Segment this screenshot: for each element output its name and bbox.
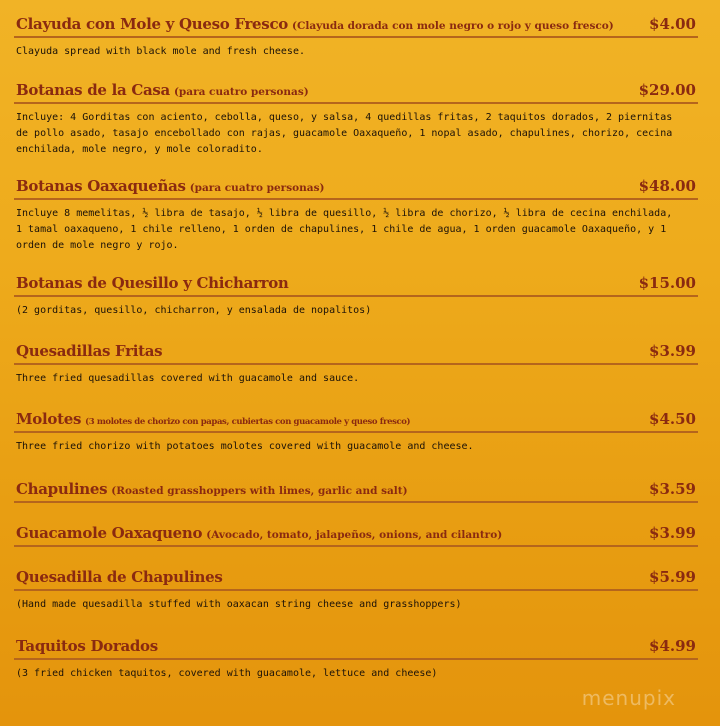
- menu-item: [14, 271, 698, 319]
- item-note: (Avocado, tomato, jalapeños, onions, and cilantro): [206, 529, 503, 541]
- menu-item: [14, 407, 698, 455]
- item-header: [14, 174, 698, 200]
- item-name: Botanas de la Casa: [16, 81, 170, 99]
- menu-item: [14, 174, 698, 254]
- item-name-wrap: [16, 15, 614, 33]
- item-header: [14, 477, 698, 503]
- item-price: $29.00: [638, 81, 696, 99]
- watermark-logo: menupix: [581, 686, 676, 710]
- item-name-wrap: [16, 274, 293, 292]
- item-price: $48.00: [638, 177, 696, 195]
- item-header: [14, 271, 698, 297]
- item-description: Clayuda spread with black mole and fresh cheese.: [16, 46, 305, 57]
- item-name-wrap: [16, 81, 309, 99]
- item-name-wrap: [16, 568, 227, 586]
- item-name-wrap: [16, 410, 410, 428]
- menu-item: [14, 521, 698, 547]
- item-description: Three fried quesadillas covered with guacamole and sauce.: [16, 373, 360, 384]
- item-name: Quesadilla de Chapulines: [16, 568, 223, 586]
- item-header: [14, 565, 698, 591]
- item-header: [14, 407, 698, 433]
- menu-item: [14, 477, 698, 503]
- menu-item: [14, 78, 698, 158]
- item-header: [14, 78, 698, 104]
- item-name-wrap: [16, 177, 324, 195]
- menu-item: [14, 565, 698, 613]
- item-header: [14, 339, 698, 365]
- menu-item: [14, 634, 698, 682]
- item-header: [14, 634, 698, 660]
- item-name: Botanas Oaxaqueñas: [16, 177, 186, 195]
- item-name: Chapulines: [16, 480, 108, 498]
- item-name-wrap: [16, 480, 408, 498]
- item-name: Molotes: [16, 410, 82, 428]
- item-name-wrap: [16, 524, 502, 542]
- item-price: $3.59: [649, 480, 696, 498]
- item-header: [14, 12, 698, 38]
- item-description: (2 gorditas, quesillo, chicharron, y ensalada de nopalitos): [16, 305, 372, 316]
- item-description: Three fried chorizo with potatoes molotes covered with guacamole and cheese.: [16, 441, 474, 452]
- item-note: (3 molotes de chorizo con papas, cubiertas con guacamole y queso fresco): [85, 417, 411, 427]
- item-description: (3 fried chicken taquitos, covered with guacamole, lettuce and cheese): [16, 668, 438, 679]
- item-name: Guacamole Oaxaqueno: [16, 524, 203, 542]
- item-name: Clayuda con Mole y Queso Fresco: [16, 15, 288, 33]
- item-note: (Clayuda dorada con mole negro o rojo y queso fresco): [292, 20, 614, 32]
- item-price: $4.00: [649, 15, 696, 33]
- item-description: Incluye: 4 Gorditas con aciento, cebolla, queso, y salsa, 4 quedillas fritas, 2 taquitos dorados, 2 piernitas de pollo asado, tasajo encebollado con rajas, guacamole Oaxaqueño, 1 nopal asado, chapulines, chorizo, cecina enchilada, mole negro, y mole coloradito.: [16, 112, 673, 155]
- item-header: [14, 521, 698, 547]
- item-name: Quesadillas Fritas: [16, 342, 163, 360]
- item-price: $3.99: [649, 342, 696, 360]
- item-price: $5.99: [649, 568, 696, 586]
- item-name-wrap: [16, 342, 166, 360]
- item-name: Botanas de Quesillo y Chicharron: [16, 274, 289, 292]
- item-description: Incluye 8 memelitas, ½ libra de tasajo, ½ libra de quesillo, ½ libra de chorizo, ½ libra de cecina enchilada, 1 tamal oaxaqueno, 1 chile relleno, 1 orden de chapulines, 1 chile de agua, 1 orden guacamole Oaxaqueño, y 1 orden de mole negro y rojo.: [16, 208, 673, 251]
- item-note: (para cuatro personas): [189, 182, 325, 194]
- menu-item: [14, 339, 698, 387]
- item-note: (Roasted grasshoppers with limes, garlic and salt): [111, 485, 408, 497]
- item-note: (para cuatro personas): [173, 86, 309, 98]
- item-name-wrap: [16, 637, 162, 655]
- item-name: Taquitos Dorados: [16, 637, 158, 655]
- item-price: $4.50: [649, 410, 696, 428]
- menu-item: [14, 12, 698, 60]
- item-description: (Hand made quesadilla stuffed with oaxacan string cheese and grasshoppers): [16, 599, 462, 610]
- item-price: $4.99: [649, 637, 696, 655]
- item-price: $15.00: [638, 274, 696, 292]
- item-price: $3.99: [649, 524, 696, 542]
